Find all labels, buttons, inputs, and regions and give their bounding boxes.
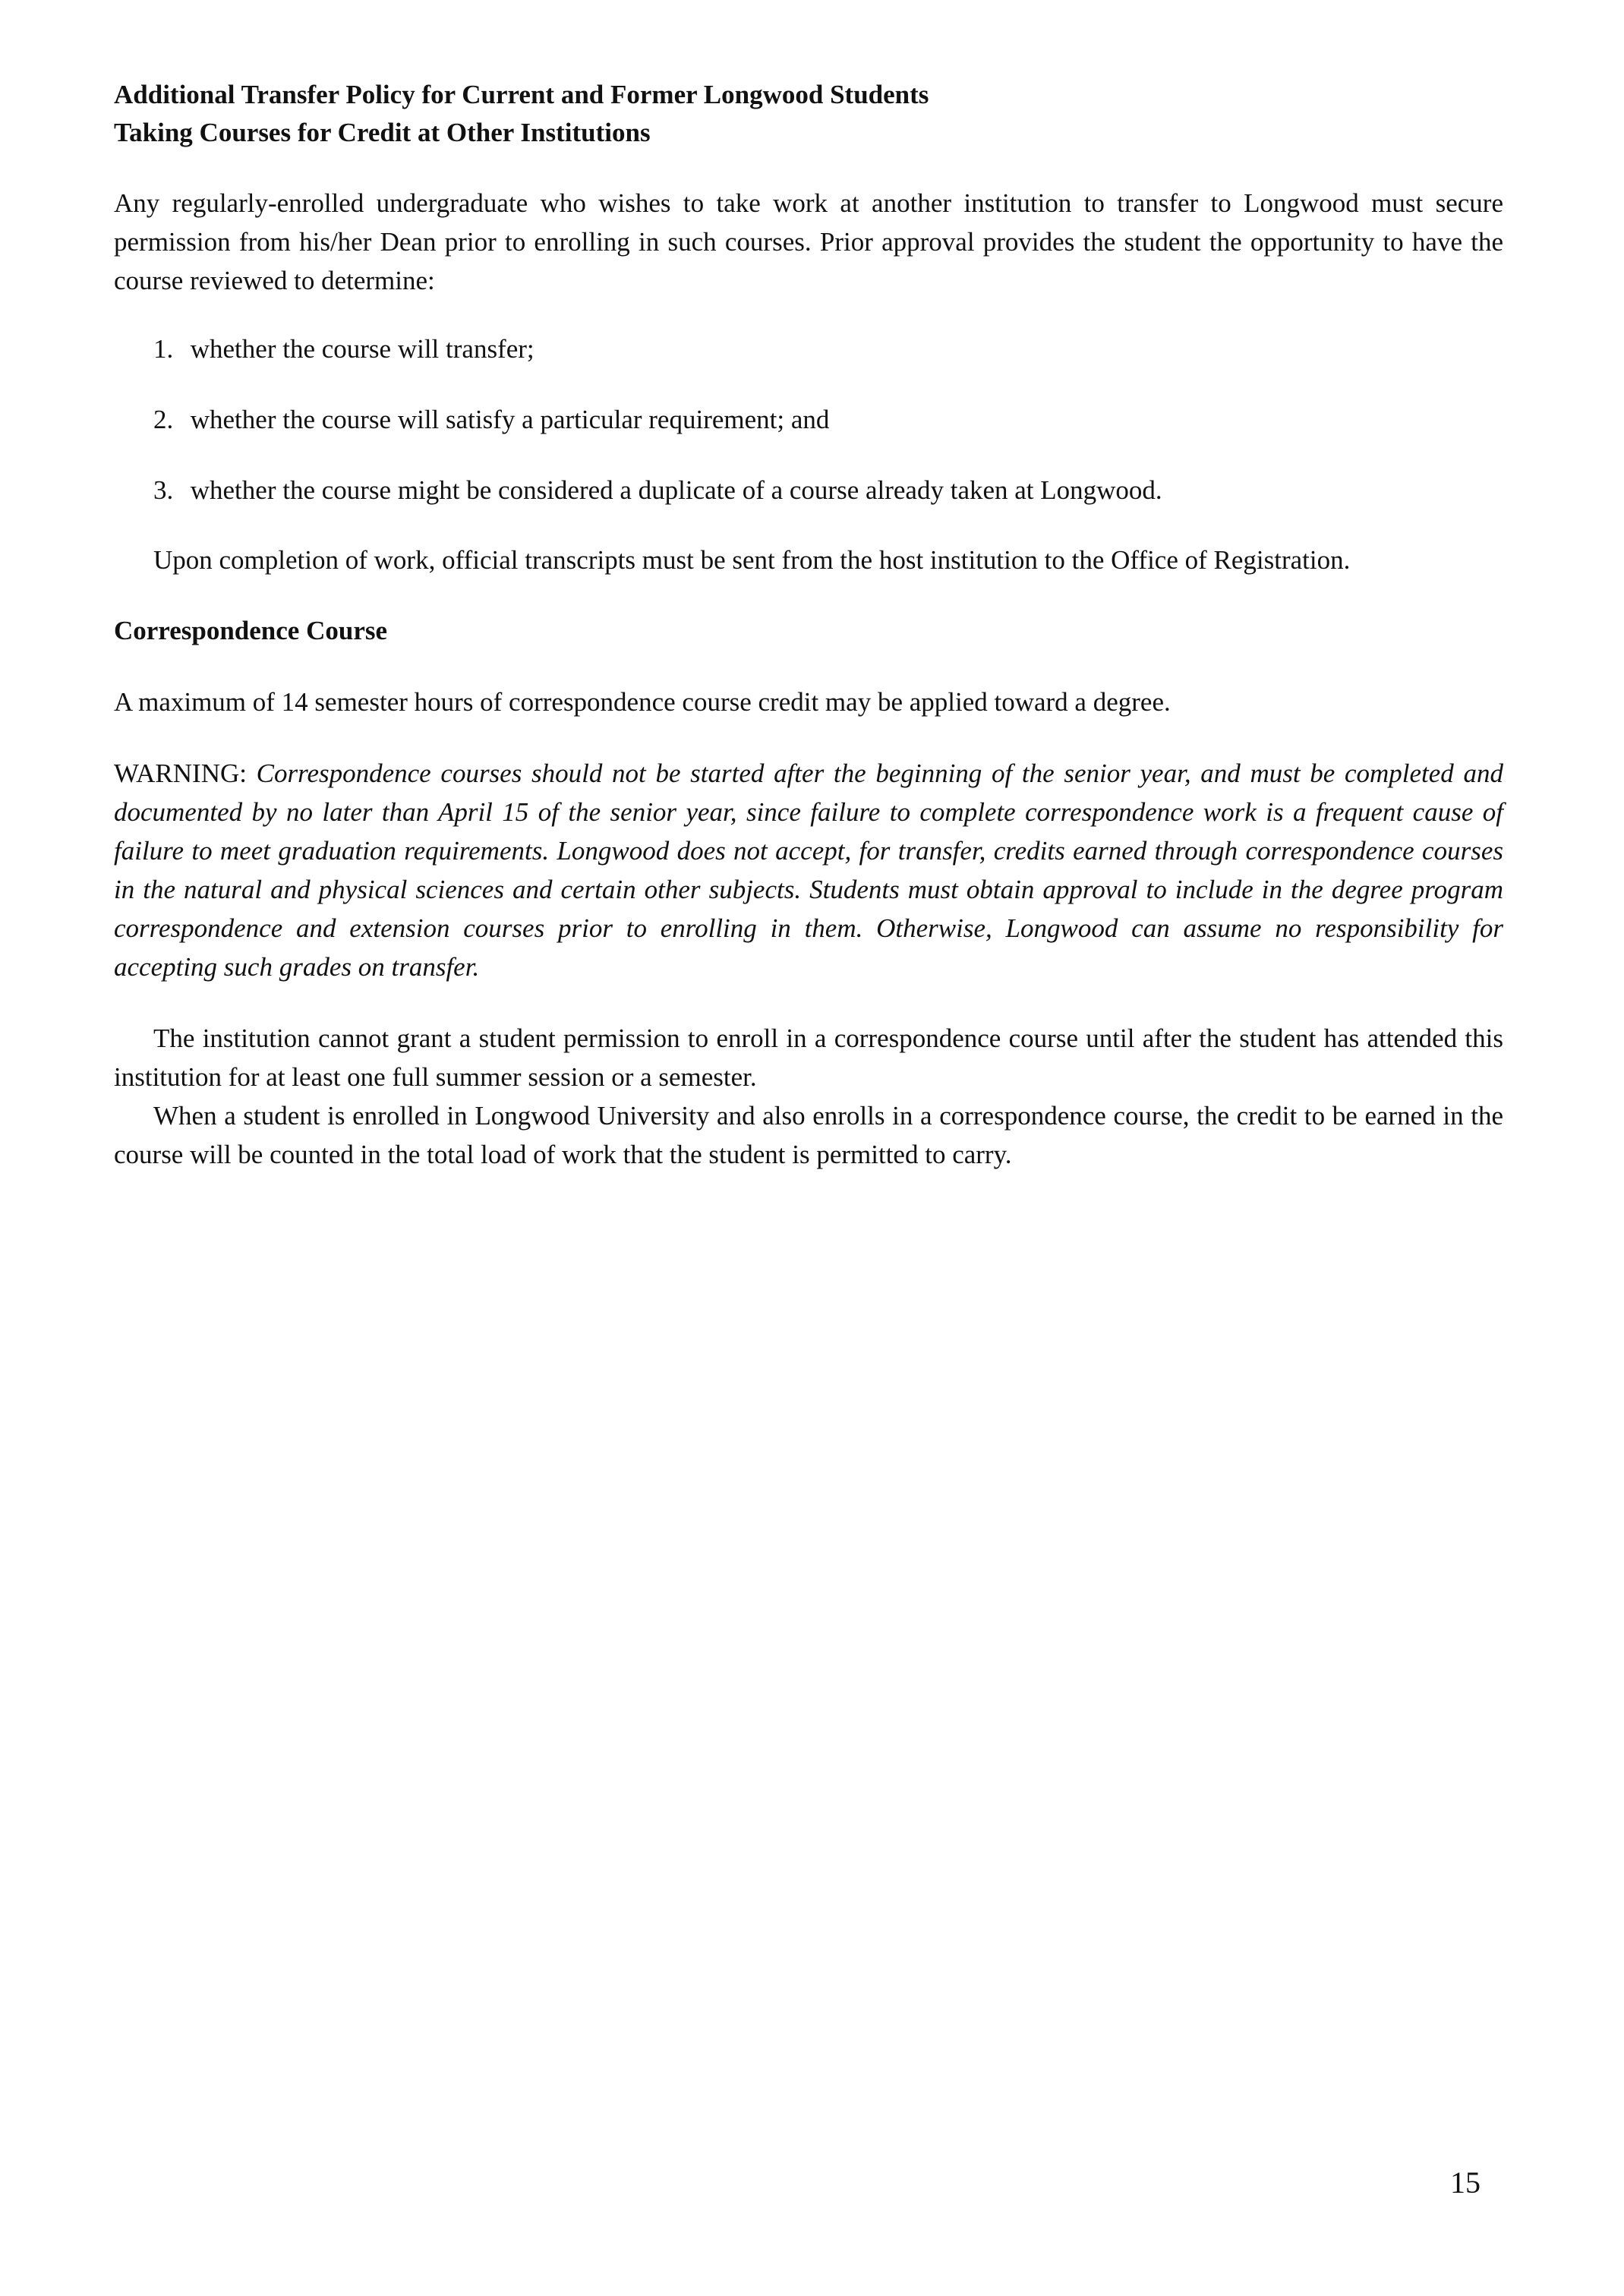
list-item-text: whether the course will satisfy a particular requirement; and xyxy=(190,405,830,434)
enrollment-load-paragraph: When a student is enrolled in Longwood University and also enrolls in a correspondence course, the credit to be earned in the course will be counted in the total load of work that the student is permitted to carry. xyxy=(114,1101,1503,1169)
section-title xyxy=(114,76,1503,152)
section-title-line-1: Additional Transfer Policy for Current and Former Longwood Students xyxy=(114,80,929,109)
list-item xyxy=(114,472,1503,509)
intro-paragraph: Any regularly-enrolled undergraduate who wishes to take work at another institution to transfer to Longwood must secure permission from his/her Dean prior to enrolling in such courses. Prior approval provides the student the opportunity to have the course reviewed to determine: xyxy=(114,188,1503,295)
warning-label: WARNING: xyxy=(114,758,247,788)
transcript-paragraph: Upon completion of work, official transcripts must be sent from the host institution to the Office of Registration. xyxy=(153,545,1351,575)
list-item-number: 2. xyxy=(153,405,174,434)
section-title-line-2: Taking Courses for Credit at Other Institutions xyxy=(114,118,651,147)
document-page xyxy=(114,76,1503,1174)
list-item-text: whether the course will transfer; xyxy=(190,334,535,364)
page-number: 15 xyxy=(1450,2165,1481,2200)
max-credit-paragraph: A maximum of 14 semester hours of correspondence course credit may be applied toward a degree. xyxy=(114,687,1171,717)
review-criteria-list xyxy=(114,330,1503,509)
list-item-number: 1. xyxy=(153,334,174,364)
correspondence-heading: Correspondence Course xyxy=(114,616,388,645)
list-item-text: whether the course might be considered a duplicate of a course already taken at Longwood. xyxy=(190,475,1162,505)
warning-paragraph xyxy=(114,754,1503,986)
warning-text: Correspondence courses should not be started after the beginning of the senior year, and must be completed and documented by no later than April 15 of the senior year, since failure to complete correspondence work is a frequent cause of failure to meet graduation requirements. Longwood does not accept, for transfer, credits earned through correspondence courses in the natural and physical sciences and certain other subjects. Students must obtain approval to include in the degree program correspondence and extension courses prior to enrolling in them. Otherwise, Longwood can assume no responsibility for accepting such grades on transfer. xyxy=(114,758,1503,982)
institution-paragraph: The institution cannot grant a student permission to enroll in a correspondence course until after the student has attended this institution for at least one full summer session or a semester. xyxy=(114,1023,1503,1092)
list-item xyxy=(114,330,1503,368)
list-item xyxy=(114,401,1503,439)
list-item-number: 3. xyxy=(153,475,174,505)
